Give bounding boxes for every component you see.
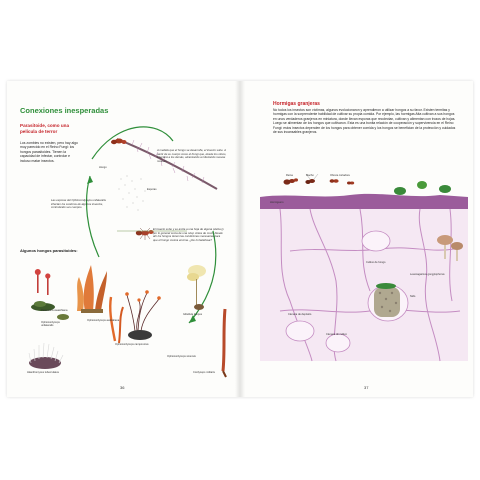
label-macho: Macho — [306, 174, 314, 177]
species-ophio-unilateralis — [57, 314, 69, 320]
label-hongo: Hongo — [99, 166, 107, 169]
label-obrera: Obrera cortadora — [330, 174, 350, 177]
soil-surface — [260, 194, 468, 209]
label-cultivo: Cultivo de hongo — [366, 261, 386, 264]
species-akanthomyces — [29, 343, 63, 369]
species-label-sinensis: Ophiocordyceps sinensis — [167, 355, 196, 358]
species-ophio-sinensis — [223, 309, 226, 377]
walking-ant — [136, 228, 154, 240]
label-reina: Reina — [286, 174, 293, 177]
species-label-camponotus: Ophiocordyceps camponotus — [115, 343, 149, 346]
page-number-left: 36 — [120, 385, 125, 390]
section-label-parasitoids: Algunos hongos parasitoides: — [20, 248, 78, 253]
leaf-cutter-ants — [394, 181, 451, 195]
cycle-arrow-left — [87, 176, 99, 257]
caption-left: Las esporas del Ophiocordyceps unilateralis infectan los cerebros de algunos insectos, controlando sus cuerpos. — [51, 198, 106, 210]
label-camara-cultivo: Cámara de cultivo — [326, 333, 347, 336]
label-esporas: Esporas — [147, 188, 157, 191]
species-label-gibellula: Gibellula leiopus — [183, 313, 203, 316]
species-ophio-camponotus — [125, 290, 161, 340]
right-page-title: Hormigas granjeras — [273, 101, 320, 107]
label-nido: Nido — [410, 295, 416, 298]
species-label-paracoana: Paracoana awasthiana — [41, 309, 68, 312]
label-hormiguero: Hormiguero — [270, 201, 284, 204]
anthill-illustration — [240, 81, 473, 397]
page-number-right: 37 — [364, 385, 369, 390]
left-page-title: Conexiones inesperadas — [20, 106, 109, 115]
caption-top: A medida que el hongo se desarrolla, el insecto sube. A partir de su cuerpo crece el Fungi que, desde los olivos, infectará a los demás, alcanzando a infectando nuevas moscas. — [157, 148, 227, 163]
species-label-australiana: Ophiocordyceps australiana — [87, 319, 120, 322]
species-label-unilateralis: Ophiocordyceps unilateralis — [41, 321, 60, 328]
right-page — [240, 81, 473, 397]
species-label-militaris: Cordyceps militaris — [193, 371, 215, 374]
label-camara-deposito: Cámara de depósito — [288, 313, 312, 316]
left-subhead: Parasitoide, como una película de terror — [20, 123, 70, 134]
chamber-cultivo-top — [362, 231, 390, 251]
left-page — [7, 81, 240, 397]
species-paracoana — [31, 269, 55, 311]
caption-bottom: El insecto sube y se ancla a una hoja de alguna planta (y por lo general cerca de una ruta). Antes de morir, Desde ahí los hongos tienen las condiciones necesarias para que el hongo crezca encima. ¿De lo fastidiosa? — [153, 227, 224, 242]
spore-cloud — [118, 175, 145, 210]
right-body-text: No todos los insectos son víctimas, algunos evolucionaron y aprendieron a utilizar hongos a su favor. Existen termitas y hormigas con la sorprendente habilidad de cultivar su propia comida. Por ejemplo, las hormigas Atta cultivan a sus hongos en unos verdaderos granjeros en miniatura, donde llevan esporas que recolectan, cultivan y alimentan con trozos de hojas. Luego se alimentan de los hongos que cultivaron. Esta es una bonita relación de cooperación y supervivencia en el Reino Fungi: estos insectos dependen de los hongos para obtener comida y los hongos se benefician de la protección y cuidados de sus incansables granjeros. — [273, 108, 456, 135]
ant-worker — [330, 179, 339, 183]
species-label-akanthomyces: Akanthomyces tuberculatus — [27, 371, 59, 374]
left-body-text: Los zombies no existen, pero hay algo muy parecido en el Reino Fungi: los hongos parasitoides. Tienen la capacidad de infectar, controlar e incluso matar insectos. — [20, 141, 78, 163]
species-ophio-australiana — [77, 265, 107, 313]
book-spread — [7, 81, 473, 397]
chamber-cultivo — [326, 334, 350, 352]
ant-queen — [284, 178, 299, 184]
ant-worker-2 — [347, 182, 354, 185]
infected-ant — [111, 139, 127, 145]
label-leucoagaricus: Leucoagaricus gongylophorus — [410, 273, 445, 276]
chamber-deposito — [286, 321, 314, 341]
